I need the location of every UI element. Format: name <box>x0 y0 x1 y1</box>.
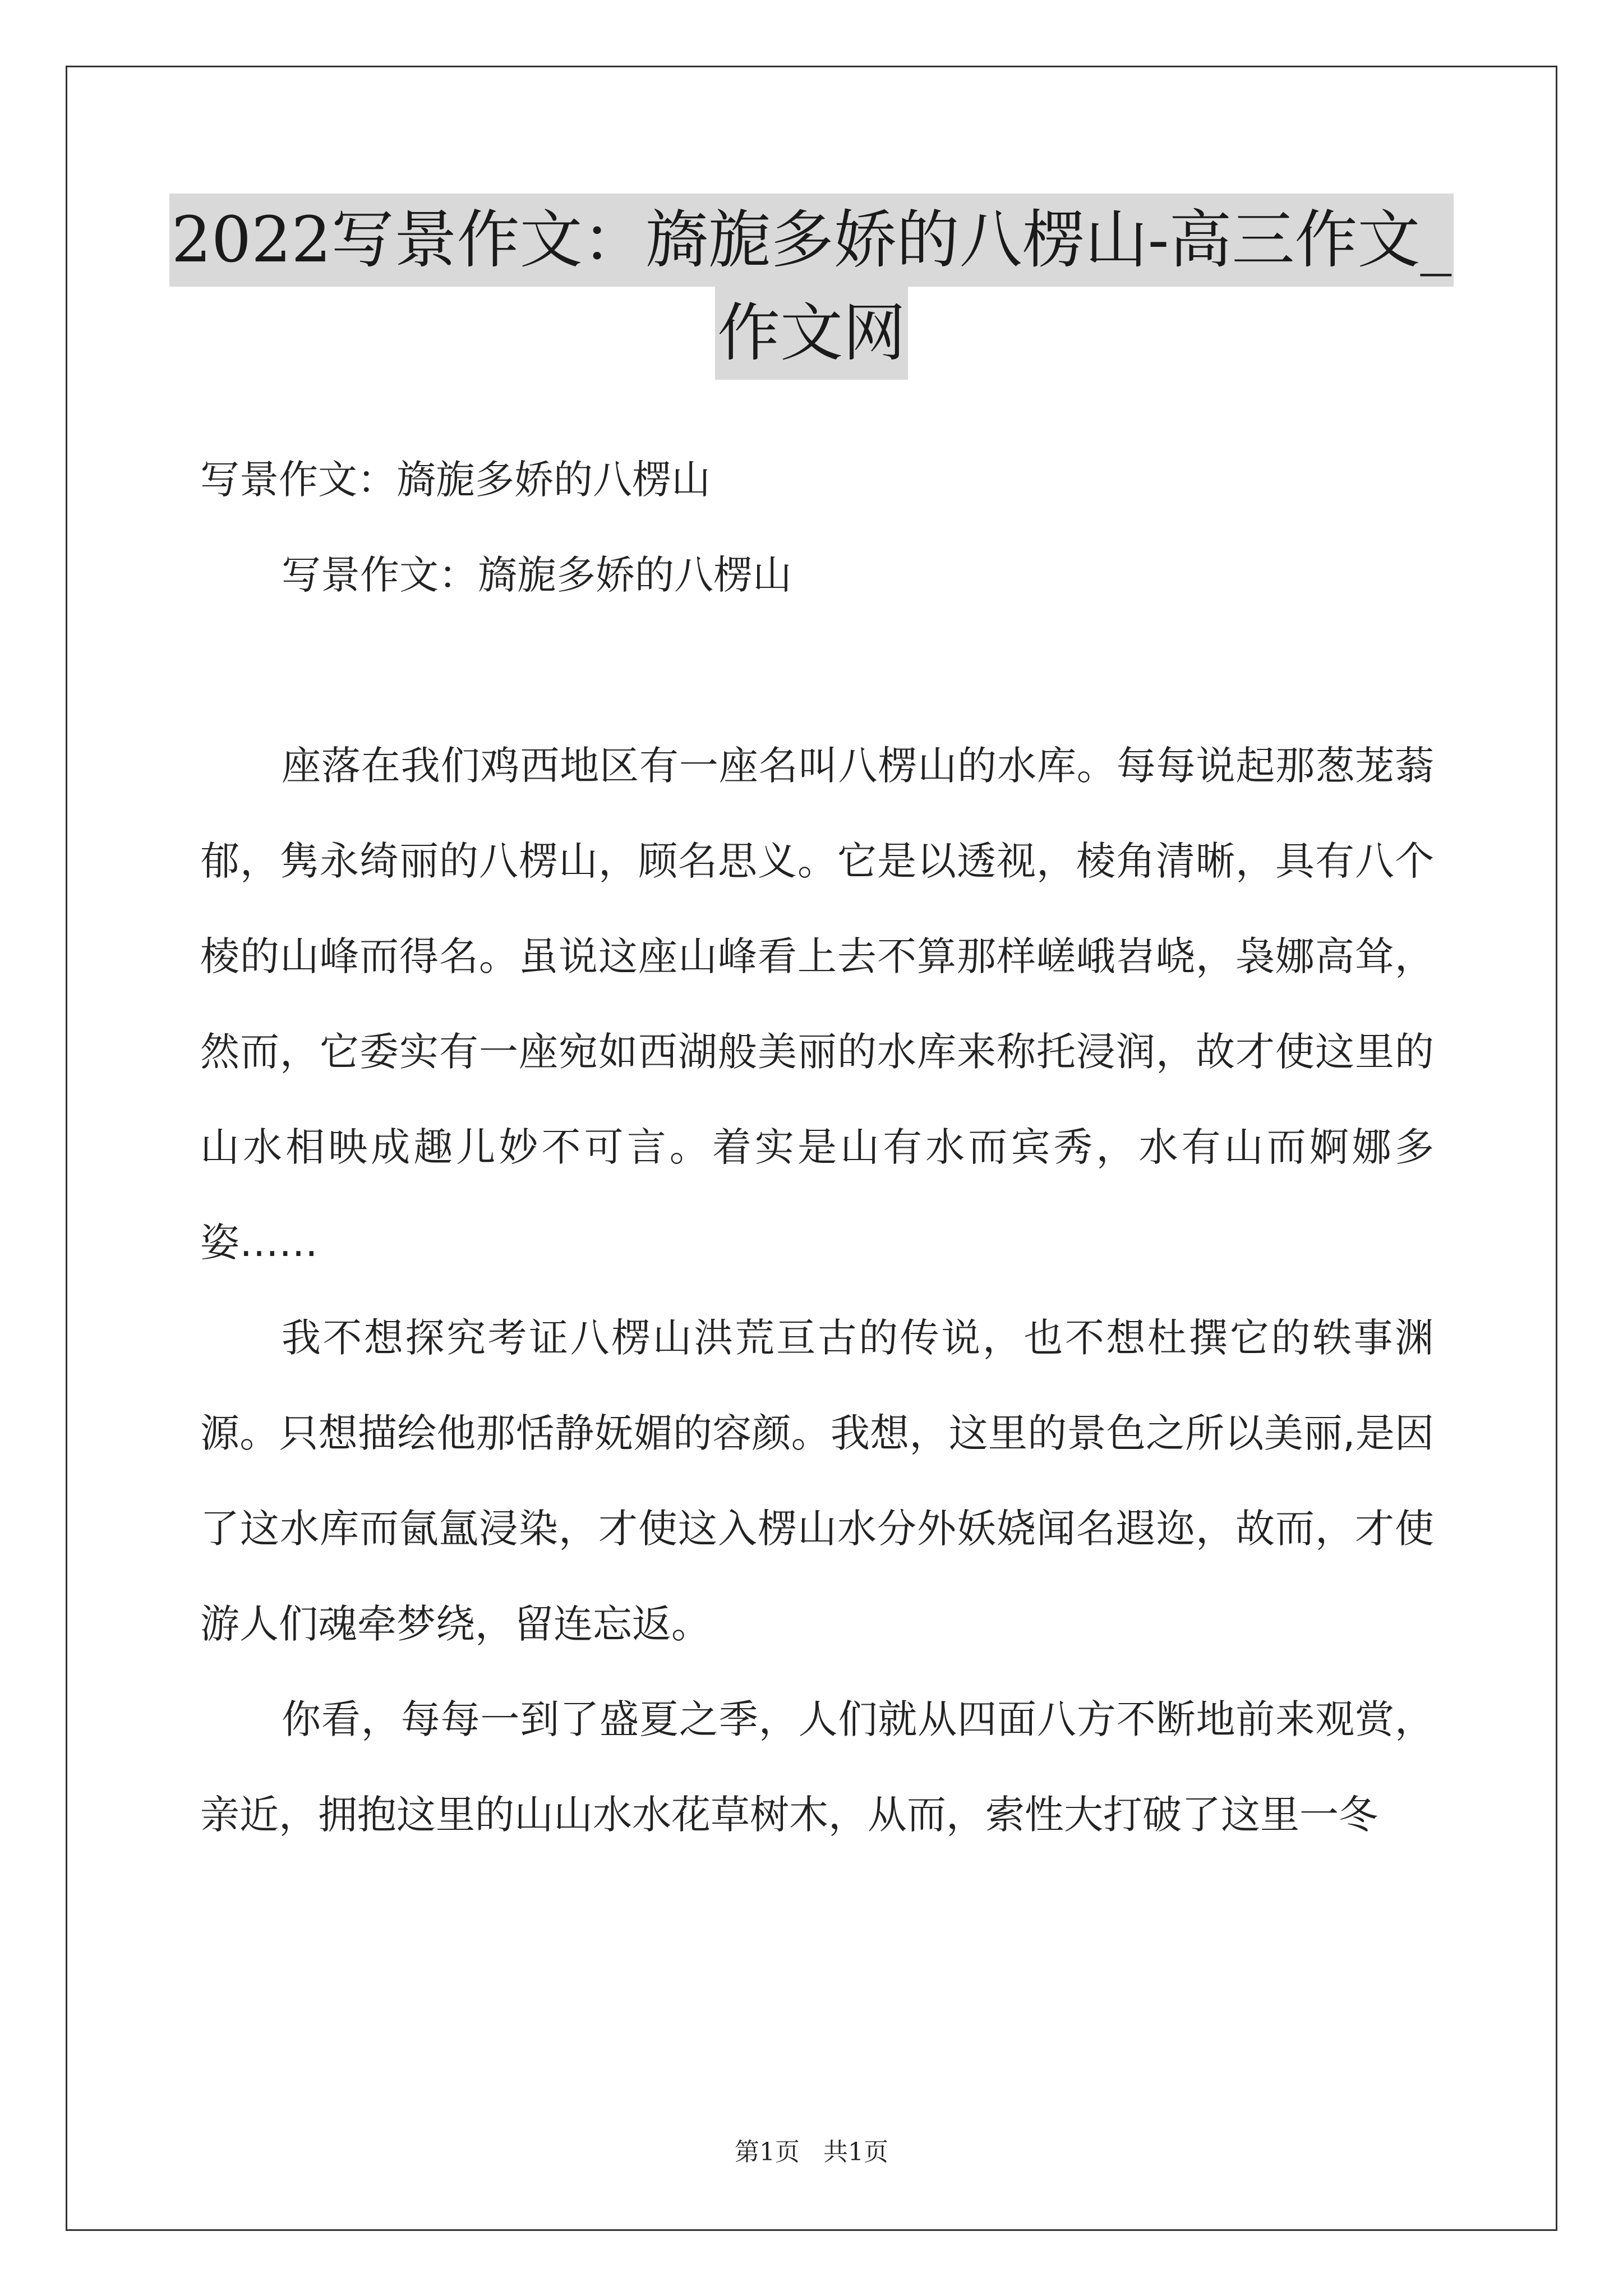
document-body <box>200 432 1434 1862</box>
title-line-2: 作文网 <box>715 287 908 380</box>
blank-line <box>200 623 1434 718</box>
paragraph: 你看，每每一到了盛夏之季，人们就从四面八方不断地前来观赏，亲近，拥抱这里的山山水水花草树木，从而，索性大打破了这里一冬 <box>200 1696 1434 1838</box>
title-line-1: 2022写景作文：旖旎多娇的八楞山-高三作文_ <box>169 194 1454 287</box>
page-footer <box>0 2132 1623 2168</box>
page-total: 共1页 <box>823 2138 888 2166</box>
paragraph: 我不想探究考证八楞山洪荒亘古的传说，也不想杜撰它的轶事渊源。只想描绘他那恬静妩媚的容颜。我想，这里的景色之所以美丽,是因了这水库而氤氲浸染，才使这入楞山水分外妖娆闻名遐迩，故而，才使游人们魂牵梦绕，留连忘返。 <box>200 1315 1434 1647</box>
document-title <box>168 194 1455 380</box>
paragraph-subtitle: 写景作文：旖旎多娇的八楞山 <box>200 457 711 503</box>
paragraph-subtitle-indented: 写景作文：旖旎多娇的八楞山 <box>282 552 792 598</box>
page-number: 第1页 <box>735 2138 800 2166</box>
paragraph: 座落在我们鸡西地区有一座名叫八楞山的水库。每每说起那葱茏蓊郁，隽永绮丽的八楞山，顾名思义。它是以透视，棱角清晰，具有八个棱的山峰而得名。虽说这座山峰看上去不算那样嵯峨岧峣，袅娜高耸，然而，它委实有一座宛如西湖般美丽的水库来称托浸润，故才使这里的山水相映成趣儿妙不可言。着实是山有水而宾秀，水有山而婀娜多姿…… <box>200 743 1434 1266</box>
